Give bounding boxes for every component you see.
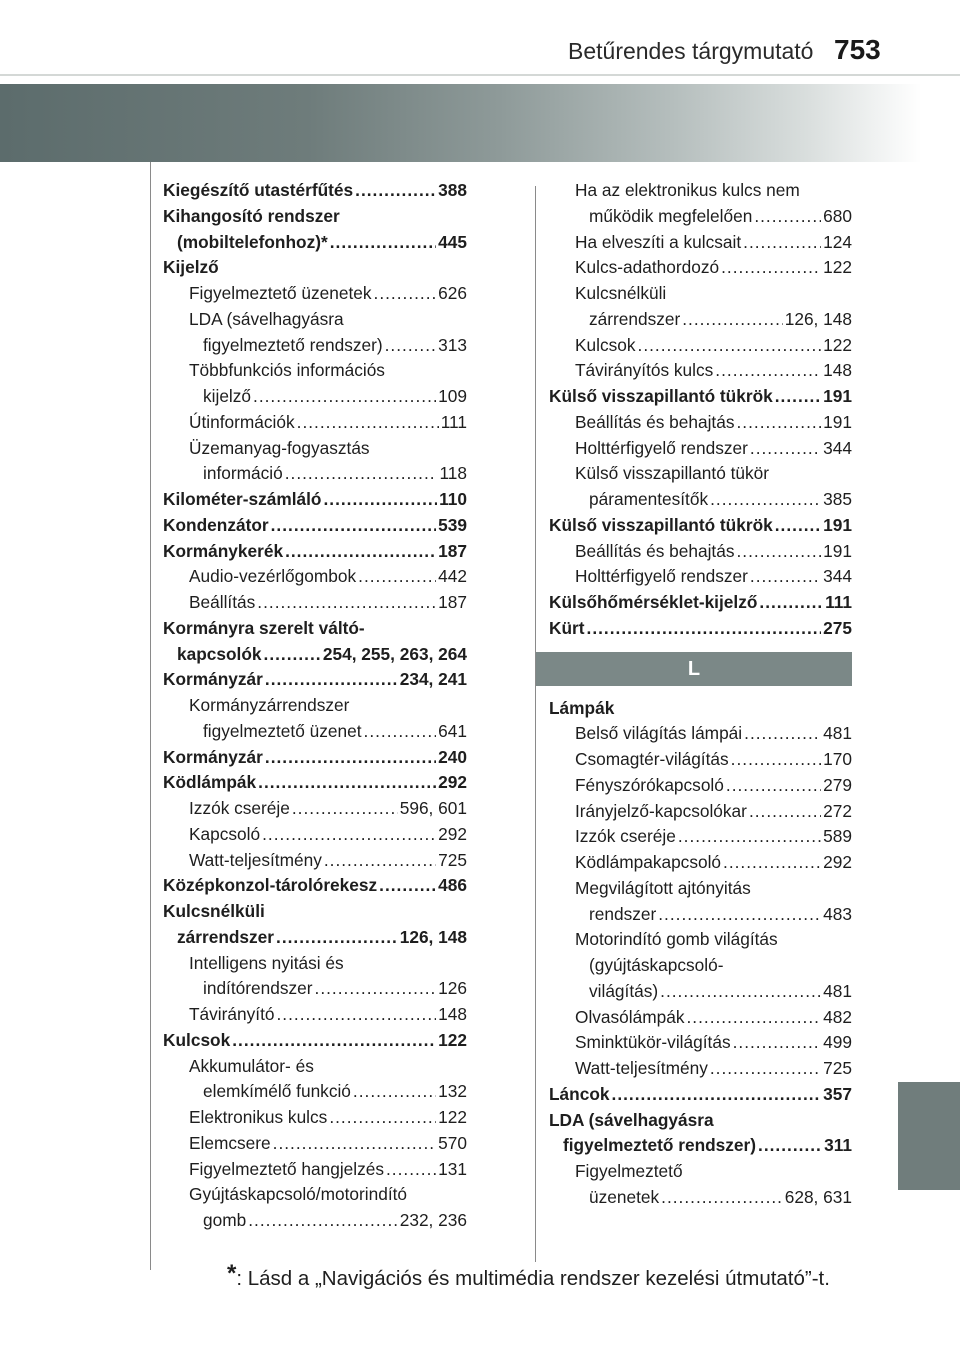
page-reference: 628, 631 [784, 1186, 852, 1207]
section-letter-heading: L [536, 652, 852, 686]
index-term: (gyújtáskapcsoló- [589, 955, 724, 975]
index-term: Kulcsnélküli [163, 901, 265, 921]
dot-leader [364, 719, 437, 745]
index-entry [163, 358, 467, 384]
index-term: figyelmeztető üzenet [203, 720, 362, 741]
index-entry [549, 696, 852, 722]
index-entry [163, 333, 467, 359]
dot-leader [324, 848, 436, 874]
index-entry [163, 539, 467, 565]
page-reference: 187 [438, 592, 467, 612]
index-entry [549, 824, 852, 850]
index-entry [549, 539, 852, 565]
page-reference: 539 [438, 514, 467, 535]
index-term: működik megfelelően [589, 205, 753, 226]
footnote [227, 1260, 830, 1292]
page-reference: 126, 148 [784, 308, 852, 329]
page-reference: 126 [438, 978, 467, 999]
index-entry [549, 204, 852, 230]
index-entry [163, 1182, 467, 1208]
index-entry [163, 461, 467, 487]
index-entry [549, 1056, 852, 1082]
dot-leader [750, 564, 821, 590]
index-entry [163, 616, 467, 642]
dot-leader [265, 667, 398, 693]
index-term: Kulcsok [163, 1029, 231, 1050]
page-reference: 122 [438, 1029, 467, 1050]
dot-leader [330, 230, 436, 256]
page-reference: 725 [438, 849, 467, 870]
index-term: Külsőhőmérséklet-kijelző [549, 592, 758, 612]
page-reference: 311 [824, 1135, 852, 1156]
page-reference: 111 [825, 592, 852, 612]
index-term: Ha az elektronikus kulcs nem [575, 180, 800, 200]
page-reference: 234, 241 [399, 669, 467, 690]
dot-leader [754, 204, 821, 230]
index-entry [549, 1108, 852, 1134]
page-reference: 170 [823, 749, 852, 769]
dot-leader [710, 1056, 821, 1082]
footnote-text: : Lásd a „Navigációs és multimédia rendszer kezelési útmutató”-t. [236, 1267, 830, 1290]
page-reference: 272 [823, 800, 852, 821]
dot-leader [731, 747, 821, 773]
index-term: Kulcsnélküli [575, 283, 667, 303]
index-entry [549, 799, 852, 825]
index-term: Többfunkciós információs [189, 360, 385, 381]
page-reference: 388 [438, 180, 467, 200]
page-reference: 725 [823, 1058, 852, 1078]
index-entry [549, 1159, 852, 1185]
index-entry [549, 902, 852, 928]
index-list-right-top [549, 178, 852, 642]
page-reference: 680 [823, 205, 852, 226]
index-entry [549, 721, 852, 747]
index-term: Külső visszapillantó tükrök [549, 386, 773, 406]
dot-leader [258, 770, 436, 796]
index-entry [549, 1133, 852, 1159]
index-entry [163, 487, 467, 513]
dot-leader [386, 1157, 436, 1183]
index-entry [163, 796, 467, 822]
index-entry [549, 281, 852, 307]
dot-leader [315, 976, 437, 1002]
index-term: páramentesítők [589, 489, 709, 509]
index-term: rendszer [589, 903, 657, 924]
index-entry [549, 230, 852, 256]
index-term: Kilométer-számláló [163, 489, 322, 509]
index-list-left [163, 178, 467, 1234]
index-term: Izzók cseréje [575, 826, 676, 847]
index-term: Gyújtáskapcsoló/motorindító [189, 1184, 408, 1205]
index-entry [549, 1005, 852, 1031]
index-term: Lámpák [549, 697, 615, 718]
index-term: információ [203, 463, 283, 484]
index-term: indítórendszer [203, 978, 313, 999]
index-term: Figyelmeztető [575, 1161, 683, 1181]
column-divider [535, 186, 536, 1262]
dot-leader [775, 384, 821, 410]
page-reference: 442 [438, 566, 467, 587]
index-entry [163, 178, 467, 204]
index-entry [163, 951, 467, 977]
dot-leader [232, 1028, 436, 1054]
dot-leader [750, 436, 821, 462]
index-term: Kormányra szerelt váltó- [163, 617, 365, 638]
index-entry [163, 1002, 467, 1028]
index-term: (mobiltelefonhoz)* [177, 231, 328, 252]
page-reference: 275 [823, 617, 852, 638]
index-term: Holttérfigyelő rendszer [575, 437, 748, 458]
index-entry [549, 850, 852, 876]
index-term: Motorindító gomb világítás [575, 929, 778, 950]
page-reference: 292 [438, 772, 467, 793]
index-term: Középkonzol-tárolórekesz [163, 875, 378, 896]
index-column-right [549, 178, 852, 1211]
dot-leader [587, 616, 822, 642]
dot-leader [285, 539, 436, 565]
index-entry [549, 436, 852, 462]
index-term: Ködlámpák [163, 772, 257, 793]
dot-leader [736, 539, 821, 565]
index-entry [163, 307, 467, 333]
dot-leader [271, 513, 437, 539]
page-reference: 357 [823, 1083, 852, 1104]
index-term: Távirányítós kulcs [575, 360, 714, 381]
chapter-thumb-tab [898, 1082, 960, 1190]
dot-leader [710, 487, 821, 513]
page-reference: 240 [438, 746, 467, 767]
index-term: Csomagtér-világítás [575, 749, 729, 769]
dot-leader [723, 850, 821, 876]
index-entry [549, 747, 852, 773]
index-term: Fényszórókapcsoló [575, 774, 724, 795]
dot-leader [612, 1082, 822, 1108]
dot-leader [358, 564, 436, 590]
index-entry [549, 979, 852, 1005]
index-entry [163, 410, 467, 436]
dot-leader [248, 1208, 397, 1234]
index-entry [163, 255, 467, 281]
index-entry [163, 925, 467, 951]
index-term: figyelmeztető rendszer) [563, 1135, 757, 1156]
dot-leader [721, 255, 821, 281]
index-entry [549, 178, 852, 204]
index-entry [163, 976, 467, 1002]
page-reference: 344 [823, 566, 852, 587]
page-reference: 481 [823, 723, 852, 744]
running-header-title: Betűrendes tárgymutató [568, 38, 814, 64]
page-reference: 292 [438, 823, 467, 844]
index-entry [549, 384, 852, 410]
dot-leader [658, 902, 821, 928]
page-reference: 232, 236 [399, 1210, 467, 1230]
page-reference: 110 [439, 489, 467, 509]
index-term: Kiegészítő utastérfűtés [163, 180, 354, 200]
index-term: világítás) [589, 980, 659, 1001]
dot-leader [323, 487, 437, 513]
dot-leader [687, 1005, 822, 1031]
page-reference: 254, 255, 263, 264 [322, 643, 467, 664]
index-entry [549, 461, 852, 487]
dot-leader [749, 799, 821, 825]
dot-leader [678, 824, 821, 850]
index-entry [163, 204, 467, 230]
index-entry [549, 513, 852, 539]
dot-leader [374, 281, 437, 307]
page-reference: 481 [823, 980, 852, 1001]
index-term: gomb [203, 1210, 247, 1230]
index-term: Kürt [549, 617, 585, 638]
index-term: Sminktükör-világítás [575, 1032, 731, 1053]
index-entry [163, 899, 467, 925]
index-entry [163, 590, 467, 616]
index-term: Watt-teljesítmény [575, 1058, 708, 1078]
dot-leader [638, 333, 822, 359]
page-reference: 589 [823, 826, 852, 847]
page-reference: 191 [823, 514, 852, 535]
index-term: LDA (sávelhagyásra [549, 1109, 714, 1130]
dot-leader [715, 358, 821, 384]
index-entry [163, 281, 467, 307]
index-term: Belső világítás lámpái [575, 723, 743, 744]
index-entry [549, 616, 852, 642]
index-entry [549, 876, 852, 902]
index-term: Olvasólámpák [575, 1006, 685, 1027]
index-entry [163, 1157, 467, 1183]
header-band [0, 84, 960, 162]
dot-leader [758, 1133, 822, 1159]
dot-leader [775, 513, 821, 539]
index-entry [549, 1185, 852, 1211]
page-reference: 191 [823, 386, 852, 406]
index-term: Külső visszapillantó tükrök [549, 514, 773, 535]
index-term: Figyelmeztető hangjelzés [189, 1158, 384, 1179]
index-term: Izzók cseréje [189, 798, 290, 818]
index-term: figyelmeztető rendszer) [203, 334, 383, 355]
index-term: zárrendszer [177, 926, 275, 947]
index-entry [163, 693, 467, 719]
dot-leader [661, 1185, 783, 1211]
index-entry [163, 564, 467, 590]
page-reference: 148 [823, 360, 852, 381]
page-reference: 122 [823, 257, 852, 278]
index-term: Akkumulátor- és [189, 1055, 314, 1076]
index-entry [549, 255, 852, 281]
dot-leader [733, 1030, 822, 1056]
index-entry [549, 410, 852, 436]
index-entry [163, 436, 467, 462]
index-term: Külső visszapillantó tükör [575, 463, 770, 484]
index-term: Kulcs-adathordozó [575, 257, 720, 278]
dot-leader [276, 1002, 436, 1028]
index-term: Holttérfigyelő rendszer [575, 566, 748, 587]
index-term: Watt-teljesítmény [189, 849, 322, 870]
index-term: Kapcsoló [189, 823, 261, 844]
dot-leader [273, 1131, 437, 1157]
index-term: Elektronikus kulcs [189, 1107, 328, 1127]
header-rule [0, 74, 960, 76]
index-term: Üzemanyag-fogyasztás [189, 437, 370, 458]
index-term: Elemcsere [189, 1132, 271, 1153]
footnote-marker: * [227, 1260, 237, 1287]
dot-leader [297, 410, 439, 436]
page-reference: 132 [438, 1081, 467, 1102]
page-reference: 385 [823, 489, 852, 509]
dot-leader [726, 773, 821, 799]
index-term: Intelligens nyitási és [189, 952, 344, 973]
index-term: Irányjelző-kapcsolókar [575, 800, 747, 821]
dot-leader [759, 590, 823, 616]
index-term: Beállítás [189, 592, 256, 612]
dot-leader [353, 1079, 436, 1105]
index-term: kijelző [203, 386, 252, 406]
page-reference: 313 [438, 334, 467, 355]
index-term: Kondenzátor [163, 514, 269, 535]
dot-leader [292, 796, 398, 822]
index-term: Kormánykerék [163, 540, 284, 561]
index-term: Útinformációk [189, 411, 295, 432]
index-entry [163, 822, 467, 848]
index-entry [163, 513, 467, 539]
index-term: Távirányító [189, 1004, 275, 1024]
index-term: Beállítás és behajtás [575, 540, 735, 561]
page-reference: 445 [438, 231, 467, 252]
index-term: Kormányzárrendszer [189, 695, 350, 715]
index-entry [549, 358, 852, 384]
index-entry [549, 1082, 852, 1108]
index-term: kapcsolók [177, 643, 262, 664]
index-term: Megvilágított ajtónyitás [575, 877, 751, 898]
dot-leader [253, 384, 436, 410]
page-reference: 148 [438, 1004, 467, 1024]
index-entry [163, 230, 467, 256]
page-reference: 626 [438, 283, 467, 303]
dot-leader [285, 461, 438, 487]
index-entry [163, 1028, 467, 1054]
index-term: Figyelmeztető üzenetek [189, 283, 372, 303]
index-term: Kulcsok [575, 334, 636, 355]
index-entry [163, 667, 467, 693]
index-term: Láncok [549, 1083, 610, 1104]
dot-leader [276, 925, 398, 951]
index-entry [163, 642, 467, 668]
dot-leader [265, 745, 436, 771]
index-term: üzenetek [589, 1186, 660, 1207]
index-entry [163, 719, 467, 745]
index-entry [163, 848, 467, 874]
index-term: Ha elveszíti a kulcsait [575, 231, 742, 252]
index-term: Kormányzár [163, 669, 263, 690]
index-entry [549, 1030, 852, 1056]
dot-leader [682, 307, 782, 333]
page-reference: 124 [823, 231, 852, 252]
index-term: Kihangosító rendszer [163, 205, 340, 226]
index-list-right-bottom [549, 696, 852, 1211]
page-reference: 596, 601 [399, 798, 467, 818]
index-entry [163, 384, 467, 410]
index-entry [549, 953, 852, 979]
index-entry [163, 1054, 467, 1080]
index-entry [549, 333, 852, 359]
left-margin-rule [150, 162, 151, 1270]
index-entry [163, 745, 467, 771]
index-entry [163, 1079, 467, 1105]
dot-leader [379, 873, 436, 899]
dot-leader [264, 642, 321, 668]
page-reference: 111 [440, 411, 467, 432]
page-number: 753 [834, 34, 881, 65]
index-entry [549, 927, 852, 953]
page-reference: 344 [823, 437, 852, 458]
page-reference: 191 [823, 411, 852, 432]
index-entry [549, 590, 852, 616]
index-term: Kijelző [163, 257, 219, 278]
index-column-left [163, 178, 467, 1234]
index-term: elemkímélő funkció [203, 1081, 351, 1102]
page-reference: 482 [823, 1006, 852, 1027]
dot-leader [385, 333, 437, 359]
index-entry [549, 773, 852, 799]
dot-leader [355, 178, 436, 204]
dot-leader [736, 410, 821, 436]
index-entry [163, 1208, 467, 1234]
page-reference: 570 [438, 1132, 467, 1153]
page-reference: 122 [823, 334, 852, 355]
page-reference: 279 [823, 774, 852, 795]
dot-leader [660, 979, 821, 1005]
page-reference: 131 [438, 1158, 467, 1179]
page-reference: 486 [438, 875, 467, 896]
index-entry [163, 1131, 467, 1157]
index-entry [549, 564, 852, 590]
index-entry [549, 307, 852, 333]
page-reference: 187 [438, 540, 467, 561]
dot-leader [257, 590, 436, 616]
page-reference: 191 [823, 540, 852, 561]
dot-leader [262, 822, 436, 848]
index-term: Kormányzár [163, 746, 263, 767]
page-reference: 292 [823, 852, 852, 872]
page-reference: 118 [439, 463, 467, 484]
index-entry [163, 770, 467, 796]
index-entry [163, 1105, 467, 1131]
page-reference: 483 [823, 903, 852, 924]
index-term: Ködlámpakapcsoló [575, 852, 722, 872]
page-reference: 126, 148 [399, 926, 467, 947]
page-reference: 109 [438, 386, 467, 406]
page-reference: 122 [438, 1107, 467, 1127]
dot-leader [329, 1105, 436, 1131]
index-term: LDA (sávelhagyásra [189, 308, 344, 329]
page-reference: 641 [438, 720, 467, 741]
index-term: zárrendszer [589, 308, 681, 329]
index-term: Audio-vezérlőgombok [189, 566, 357, 587]
index-term: Beállítás és behajtás [575, 411, 735, 432]
index-entry [549, 487, 852, 513]
page-reference: 499 [823, 1032, 852, 1053]
index-entry [163, 873, 467, 899]
dot-leader [743, 230, 821, 256]
dot-leader [744, 721, 821, 747]
